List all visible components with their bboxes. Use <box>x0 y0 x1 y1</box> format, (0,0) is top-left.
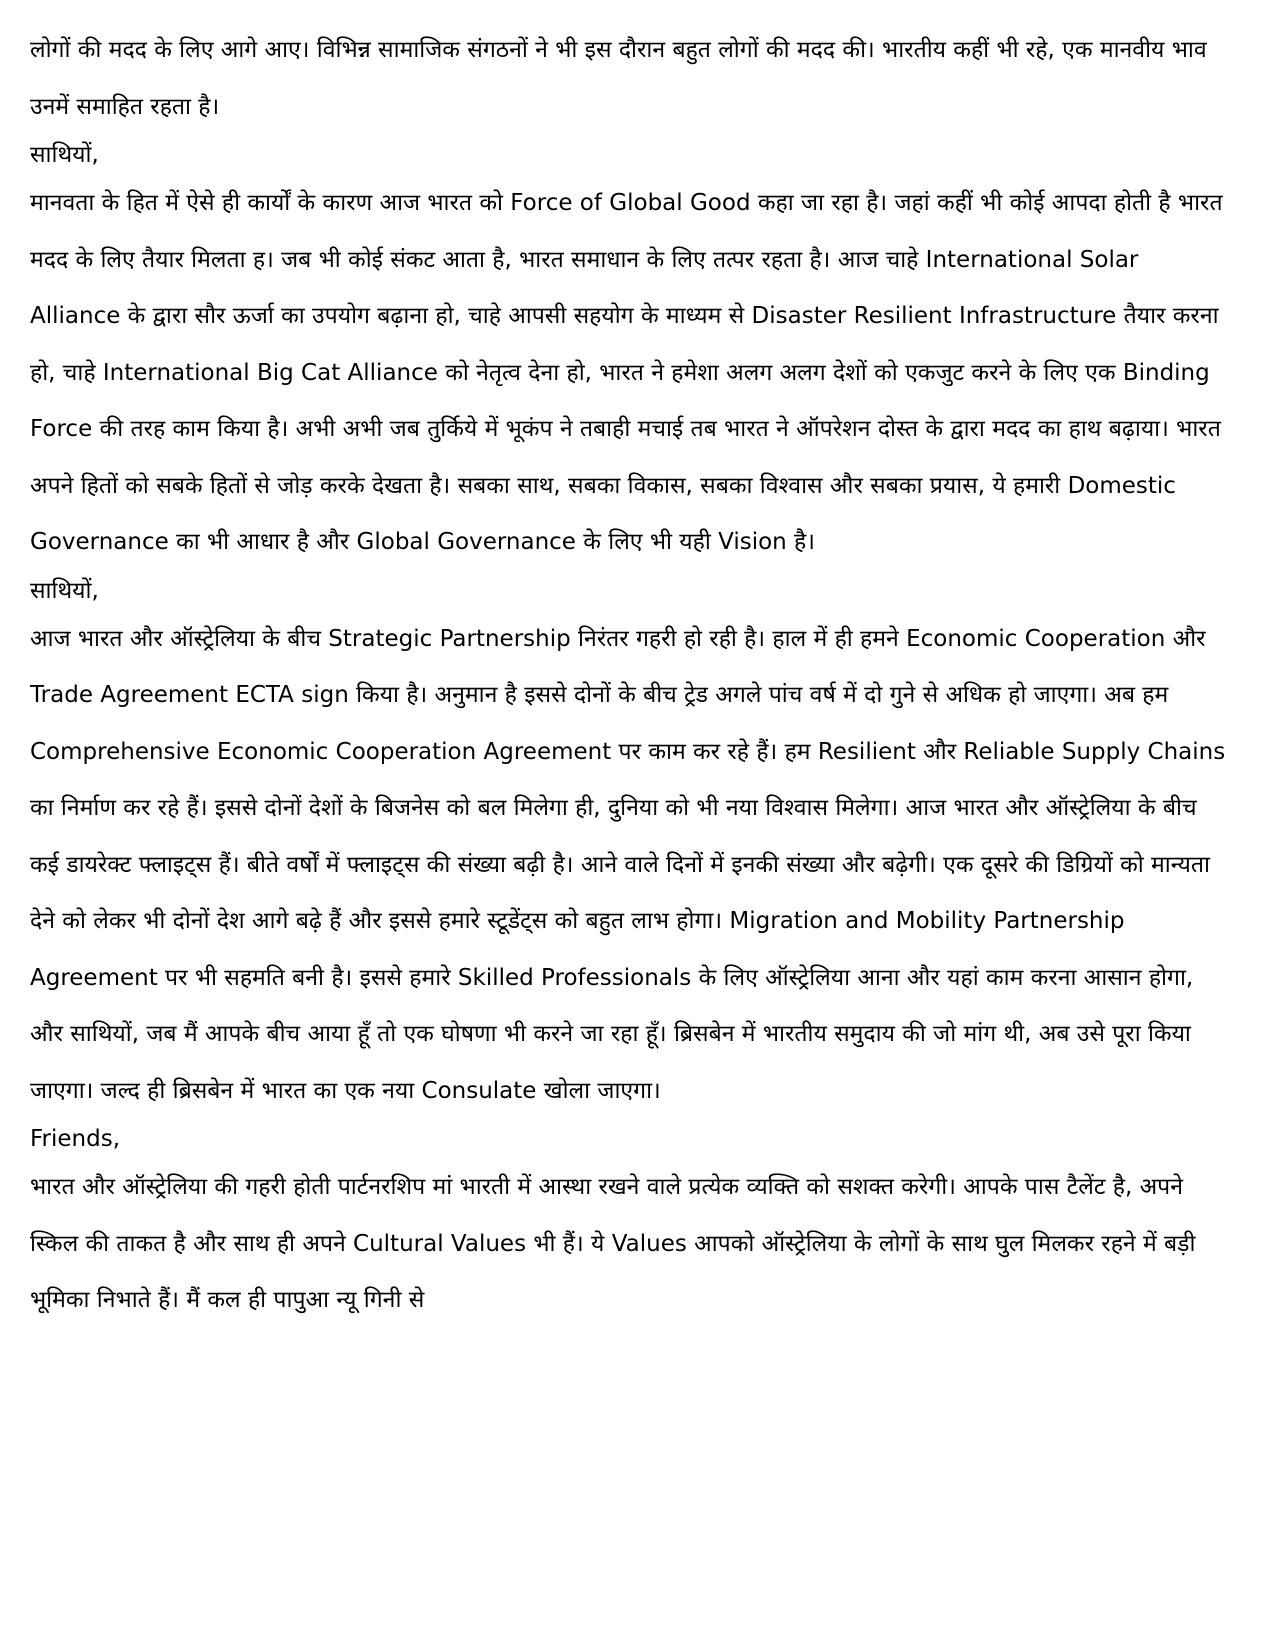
paragraph-cultural-values: भारत और ऑस्ट्रेलिया की गहरी होती पार्टनरशिप मां भारती में आस्था रखने वाले प्रत्येक व्यक्ति को सशक्त करेगी। आपके पास टैलेंट है, अपने स्किल की ताकत है और साथ ही अपने Cultural Values भी हैं। ये Values आपको ऑस्ट्रेलिया के लोगों के साथ घुल मिलकर रहने में बड़ी भूमिका निभाते हैं। मैं कल ही पापुआ न्यू गिनी से <box>30 1174 1196 1313</box>
document-page <box>30 22 1230 1329</box>
paragraph-strategic-partnership: आज भारत और ऑस्ट्रेलिया के बीच Strategic Partnership निरंतर गहरी हो रही है। हाल में ही हमने Economic Cooperation और Trade Agreement ECTA sign किया है। अनुमान है इससे दोनों के बीच ट्रेड अगले पांच वर्ष में दो गुने से अधिक हो जाएगा। अब हम Comprehensive Economic Cooperation Agreement पर काम कर रहे हैं। हम Resilient और Reliable Supply Chains का निर्माण कर रहे हैं। इससे दोनों देशों के बिजनेस को बल मिलेगा ही, दुनिया को भी नया विश्वास मिलेगा। आज भारत और ऑस्ट्रेलिया के बीच कई डायरेक्ट फ्लाइट्स हैं। बीते वर्षों में फ्लाइट्स की संख्या बढ़ी है। आने वाले दिनों में इनकी संख्या और बढ़ेगी। एक दूसरे की डिग्रियों को मान्यता देने को लेकर भी दोनों देश आगे बढ़े हैं और इससे हमारे स्टूडेंट्स को बहुत लाभ होगा। Migration and Mobility Partnership Agreement पर भी सहमति बनी है। इससे हमारे Skilled Professionals के लिए ऑस्ट्रेलिया आना और यहां काम करना आसान होगा, और साथियों, जब मैं आपके बीच आया हूँ तो एक घोषणा भी करने जा रहा हूँ। ब्रिसबेन में भारतीय समुदाय की जो मांग थी, अब उसे पूरा किया जाएगा। जल्द ही ब्रिसबेन में भारत का एक नया Consulate खोला जाएगा। <box>30 625 1226 1104</box>
salutation-saathiyon-1: साथियों, <box>30 142 99 168</box>
salutation-saathiyon-2: साथियों, <box>30 577 99 604</box>
paragraph-global-good: मानवता के हित में ऐसे ही कार्यों के कारण आज भारत को Force of Global Good कहा जा रहा है। जहां कहीं भी कोई आपदा होती है भारत मदद के लिए तैयार मिलता ह। जब भी कोई संकट आता है, भारत समाधान के लिए तत्पर रहता है। आज चाहे International Solar Alliance के द्वारा सौर ऊर्जा का उपयोग बढ़ाना हो, चाहे आपसी सहयोग के माध्यम से Disaster Resilient Infrastructure तैयार करना हो, चाहे International Big Cat Alliance को नेतृत्व देना हो, भारत ने हमेशा अलग अलग देशों को एकजुट करने के लिए एक Binding Force की तरह काम किया है। अभी अभी जब तुर्किये में भूकंप ने तबाही मचाई तब भारत ने ऑपरेशन दोस्त के द्वारा मदद का हाथ बढ़ाया। भारत अपने हितों को सबके हितों से जोड़ करके देखता है। सबका साथ, सबका विकास, सबका विश्वास और सबका प्रयास, ये हमारी Domestic Governance का भी आधार है और Global Governance के लिए भी यही Vision है। <box>30 190 1223 555</box>
salutation-friends: Friends, <box>30 1126 121 1152</box>
paragraph-community-help: लोगों की मदद के लिए आगे आए। विभिन्न सामाजिक संगठनों ने भी इस दौरान बहुत लोगों की मदद की। भारतीय कहीं भी रहे, एक मानवीय भाव उनमें समाहित रहता है। <box>30 37 1207 120</box>
